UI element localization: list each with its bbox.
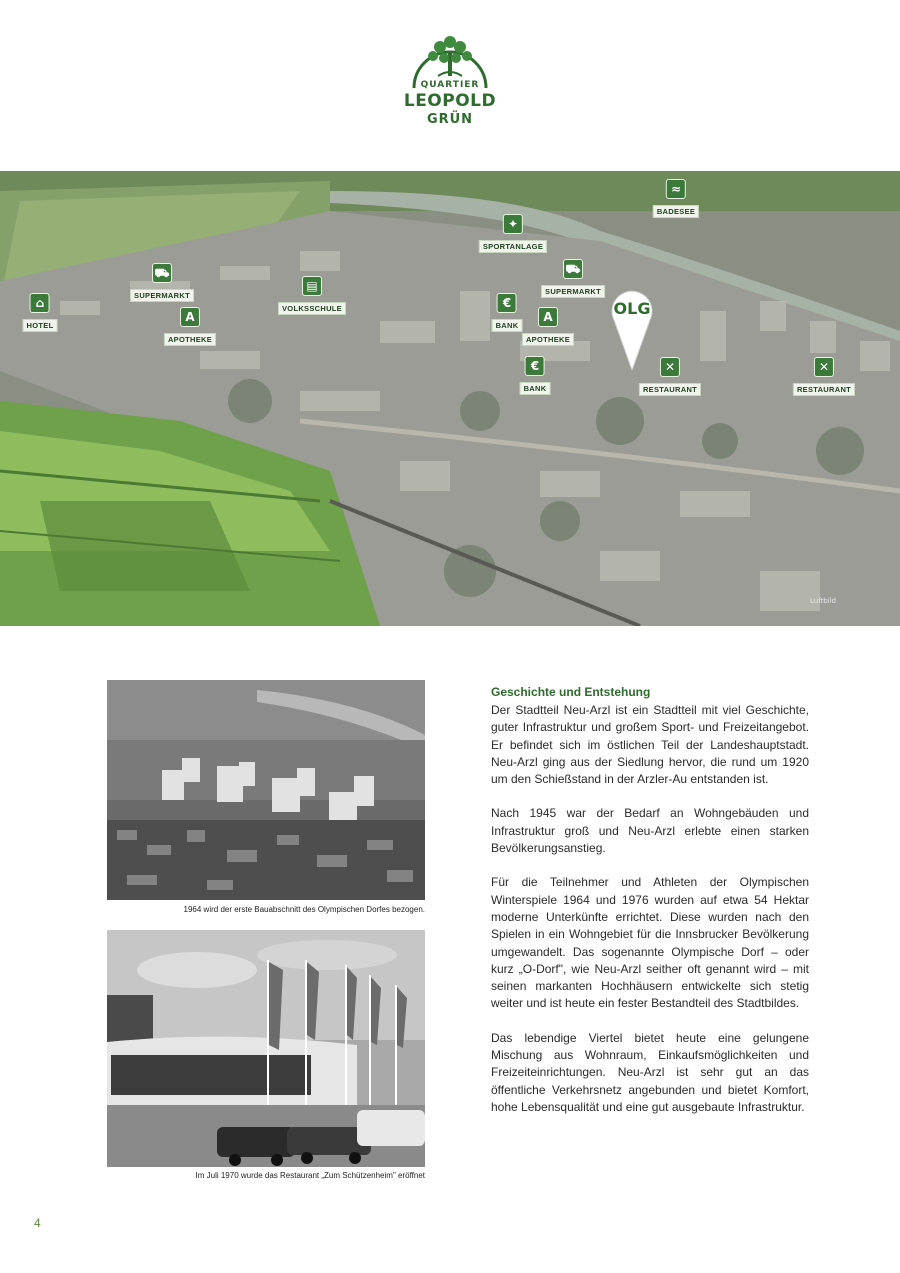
restaurant-zum-schuetzenheim-illustration	[107, 930, 425, 1167]
poi-label: APOTHEKE	[164, 333, 216, 346]
poi-label: SUPERMARKT	[130, 289, 194, 302]
poi-label: RESTAURANT	[793, 383, 855, 396]
poi-supermarkt-east	[541, 259, 605, 299]
poi-label: APOTHEKE	[522, 333, 574, 346]
runner-icon: ✦	[503, 214, 523, 234]
olympic-village-aerial-illustration	[107, 680, 425, 900]
article-paragraph: Das lebendige Viertel bietet heute eine gelungene Mischung aus Wohnraum, Einkaufsmöglichkeiten und Freizeiteinrichtungen. Neu-Arzl ist sehr gut an das öffentliche Verkehrsnetz angebunden und bietet Komfort, hohe Lebensqualität und eine gut ausgebaute Infrastruktur.	[491, 1030, 809, 1114]
poi-bank-north	[492, 293, 523, 333]
euro-icon: €	[497, 293, 517, 313]
poi-label: RESTAURANT	[639, 383, 701, 396]
aerial-photo-illustration	[0, 171, 900, 626]
euro-icon: €	[525, 356, 545, 376]
restaurant-icon: ✕	[660, 357, 680, 377]
pharmacy-icon: A	[180, 307, 200, 327]
pin-label: OLG	[613, 299, 651, 318]
logo-line-gruen: GRÜN	[426, 112, 474, 127]
poi-label: BANK	[520, 382, 551, 395]
poi-apotheke-east	[522, 307, 574, 347]
historic-photo-olympic-village	[107, 680, 425, 900]
article-paragraph: Nach 1945 war der Bedarf an Wohngebäuden und Infrastruktur groß und Neu-Arzl erlebte einen starken Bevölkerungsanstieg.	[491, 806, 809, 856]
photo-caption-1964: 1964 wird der erste Bauabschnitt des Olympischen Dorfes bezogen.	[183, 905, 425, 914]
book-icon: ▤	[302, 276, 322, 296]
poi-label: HOTEL	[23, 319, 58, 332]
poi-label: VOLKSSCHULE	[278, 302, 346, 315]
historic-photo-restaurant	[107, 930, 425, 1167]
restaurant-icon: ✕	[814, 357, 834, 377]
aerial-photo-credit: Luftbild	[810, 597, 837, 605]
poi-bank-south	[520, 356, 551, 396]
location-pin-icon	[610, 288, 654, 372]
shopping-cart-icon: ⛟	[563, 259, 583, 279]
article-paragraph: Für die Teilnehmer und Athleten der Olympischen Winterspiele 1964 und 1976 wurden auf etwa 54 Hektar moderne Unterkünfte errichtet. Diese wurden nach den Spielen in ein Wohngebiet für die Innsbrucker Bevölkerung umgewandelt. Das sogenannte Olympische Dorf – oder kurz „O-Dorf", wie Neu-Arzl seither oft genannt wird – mit seinen markanten Hochhäusern entwickelte sich stetig weiter und ist heute ein fester Bestandteil des Stadtbildes.	[491, 875, 809, 1011]
article-paragraph: Der Stadtteil Neu-Arzl ist ein Stadtteil mit viel Geschichte, guter Infrastruktur und großem Sport- und Freizeitangebot. Er befindet sich im östlichen Teil der Landeshauptstadt. Neu-Arzl ging aus der Siedlung hervor, die rund um 1920 um den Schießstand in der Arzler-Au entstanden ist.	[491, 703, 809, 787]
pharmacy-icon: A	[538, 307, 558, 327]
logo-line-quartier: QUARTIER	[420, 80, 480, 90]
aerial-photo	[0, 171, 900, 626]
photo-caption-1970: Im Juli 1970 wurde das Restaurant „Zum Schützenheim" eröffnet	[195, 1171, 425, 1180]
swimming-icon: ≈	[666, 179, 686, 199]
poi-volksschule	[278, 276, 346, 316]
poi-label: BADESEE	[653, 205, 699, 218]
poi-hotel	[23, 293, 58, 333]
page-number: 4	[34, 1216, 41, 1230]
poi-restaurant-east	[793, 357, 855, 397]
article-heading: Geschichte und Entstehung	[491, 685, 651, 699]
poi-supermarkt-west	[130, 263, 194, 303]
poi-badesee	[653, 179, 699, 219]
shopping-cart-icon: ⛟	[152, 263, 172, 283]
quartier-leopold-gruen-logo	[400, 22, 500, 142]
poi-label: BANK	[492, 319, 523, 332]
poi-label: SPORTANLAGE	[479, 240, 547, 253]
logo-line-leopold: LEOPOLD	[403, 91, 497, 111]
poi-sportanlage	[479, 214, 547, 254]
poi-label: SUPERMARKT	[541, 285, 605, 298]
poi-apotheke-west	[164, 307, 216, 347]
hotel-icon: ⌂	[30, 293, 50, 313]
article-column	[491, 684, 809, 1133]
